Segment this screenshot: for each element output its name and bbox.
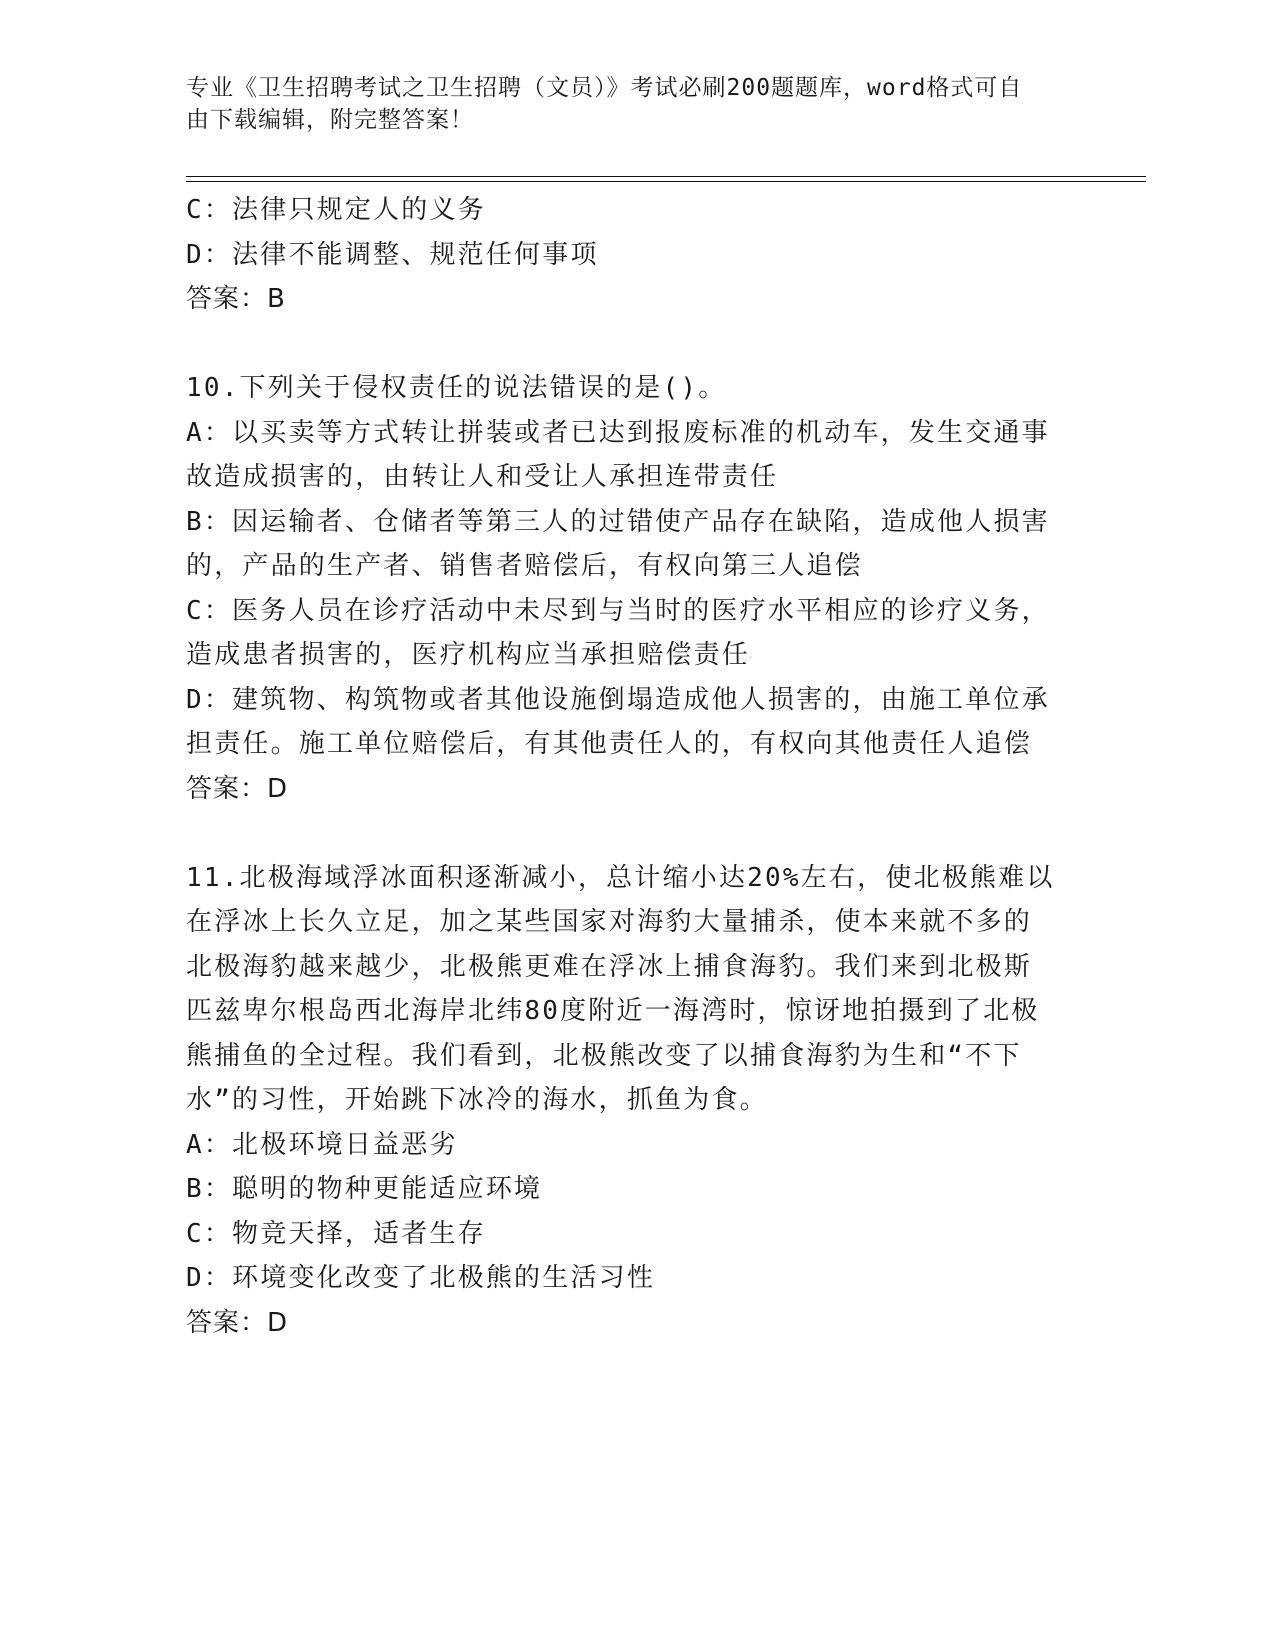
question-stem-line-5: 熊捕鱼的全过程。我们看到，北极熊改变了以捕食海豹为生和“不下 <box>186 1040 1022 1071</box>
header-line-2: 由下载编辑，附完整答案！ <box>186 107 474 133</box>
spacer <box>186 322 1076 367</box>
option-d-line-2: 担责任。施工单位赔偿后，有其他责任人的，有权向其他责任人追偿 <box>186 729 1033 759</box>
option-c: C：物竞天择，适者生存 <box>186 1218 486 1249</box>
option-b-line-2: 的，产品的生产者、销售者赔偿后，有权向第三人追偿 <box>186 551 863 581</box>
spacer <box>186 811 1076 856</box>
question-stem-line-6: 水”的习性，开始跳下冰冷的海水，抓鱼为食。 <box>186 1085 768 1115</box>
option-a-line-1: A：以买卖等方式转让拼装或者已达到报废标准的机动车，发生交通事 <box>186 417 1050 448</box>
option-c: C：法律只规定人的义务 <box>186 195 486 225</box>
answer-line: 答案：B <box>186 284 286 314</box>
answer-line: 答案：D <box>186 773 289 804</box>
document-body <box>186 188 1076 1345</box>
header-divider-top <box>186 176 1146 177</box>
question-10 <box>186 366 1076 811</box>
document-header <box>186 72 1056 136</box>
option-d: D：法律不能调整、规范任何事项 <box>186 239 599 270</box>
question-stem: 10.下列关于侵权责任的说法错误的是()。 <box>186 373 727 403</box>
option-a-line-2: 故造成损害的，由转让人和受让人承担连带责任 <box>186 462 779 492</box>
option-c-line-1: C：医务人员在诊疗活动中未尽到与当时的医疗水平相应的诊疗义务， <box>186 595 1050 626</box>
question-stem-line-2: 在浮冰上长久立足，加之某些国家对海豹大量捕杀，使本来就不多的 <box>186 907 1033 937</box>
option-b-line-1: B：因运输者、仓储者等第三人的过错使产品存在缺陷，造成他人损害 <box>186 506 1050 537</box>
header-line-1: 专业《卫生招聘考试之卫生招聘（文员）》考试必刷200题题库，word格式可自 <box>186 75 1023 101</box>
question-9-tail <box>186 188 1076 322</box>
option-c-line-2: 造成患者损害的，医疗机构应当承担赔偿责任 <box>186 640 751 670</box>
option-b: B：聪明的物种更能适应环境 <box>186 1174 543 1204</box>
question-stem-line-3: 北极海豹越来越少，北极熊更难在浮冰上捕食海豹。我们来到北极斯 <box>186 951 1033 982</box>
option-a: A：北极环境日益恶劣 <box>186 1129 458 1160</box>
question-11 <box>186 856 1076 1346</box>
header-divider-bottom <box>186 181 1146 182</box>
option-d-line-1: D：建筑物、构筑物或者其他设施倒塌造成他人损害的，由施工单位承 <box>186 684 1050 715</box>
answer-line: 答案：D <box>186 1307 289 1338</box>
option-d: D：环境变化改变了北极熊的生活习性 <box>186 1263 656 1293</box>
question-stem-line-1: 11.北极海域浮冰面积逐渐减小，总计缩小达20%左右，使北极熊难以 <box>186 862 1055 893</box>
question-stem-line-4: 匹兹卑尔根岛西北海岸北纬80度附近一海湾时，惊讶地拍摄到了北极 <box>186 996 1040 1026</box>
